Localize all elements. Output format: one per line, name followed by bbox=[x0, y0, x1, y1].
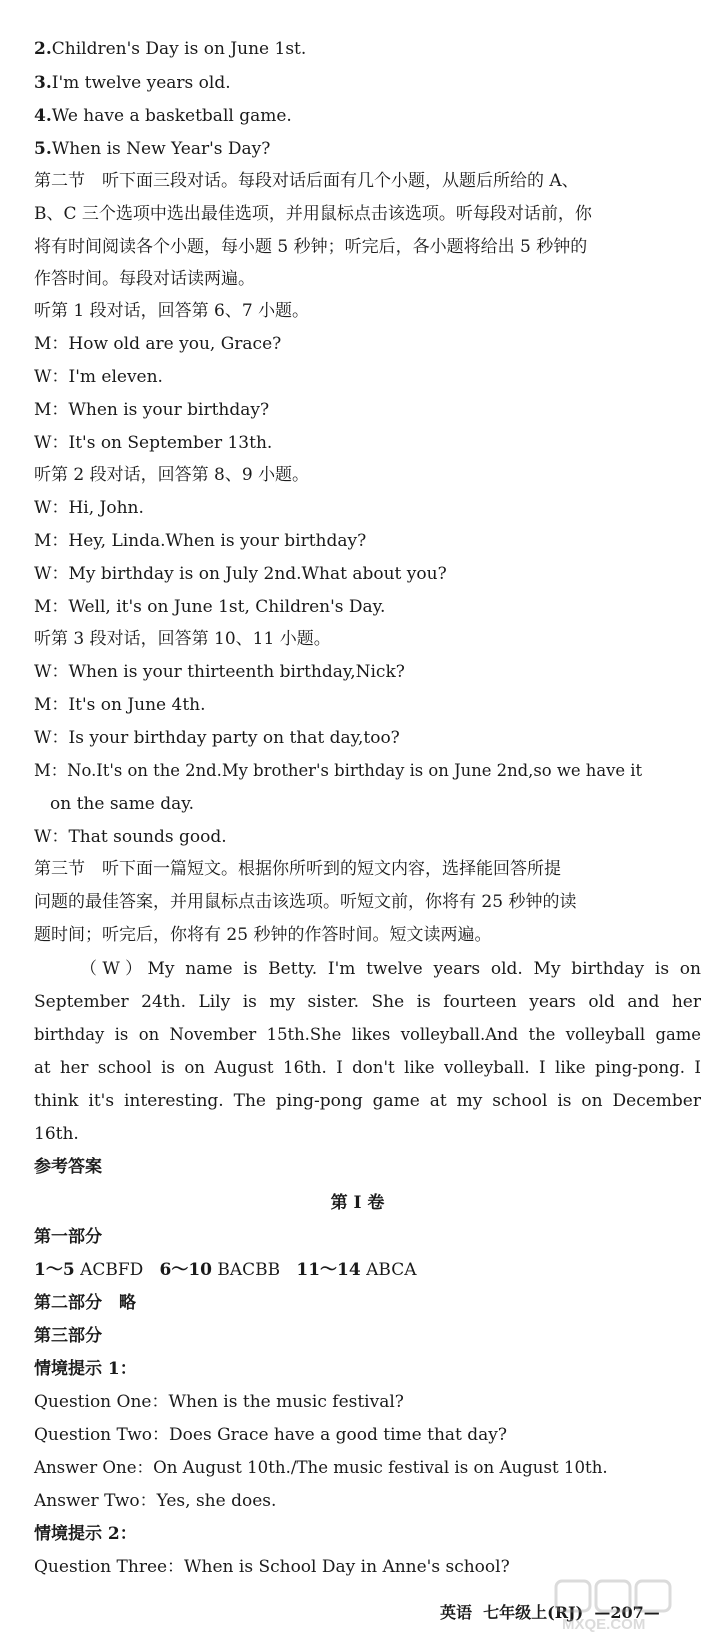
answer-line: Question Three：When is School Day in Anne's school? bbox=[34, 1557, 510, 1577]
watermark-text: MXQE.COM bbox=[562, 1616, 646, 1633]
section2-instruction-1: 第二节 听下面三段对话。每段对话后面有几个小题，从题后所给的 A、 bbox=[34, 171, 579, 191]
dialogue2-line: W：Hi, John. bbox=[34, 498, 144, 518]
dialogue3-line: W：That sounds good. bbox=[34, 827, 227, 847]
section2-instruction-2: B、C 三个选项中选出最佳选项，并用鼠标点击该选项。听每段对话前，你 bbox=[34, 204, 592, 224]
dialogue2-heading: 听第 2 段对话，回答第 8、9 小题。 bbox=[34, 465, 310, 485]
watermark-logo bbox=[552, 1575, 702, 1633]
section2-instruction-3: 将有时间阅读各个小题，每小题 5 秒钟；听完后，各小题将给出 5 秒钟的 bbox=[34, 237, 588, 257]
section2-instruction-4: 作答时间。每段对话读两遍。 bbox=[34, 269, 255, 289]
part1-heading: 第一部分 bbox=[34, 1227, 102, 1247]
passage-line: birthday is on November 15th.She likes volleyball.And the volleyball game bbox=[34, 1025, 701, 1044]
dialogue3-line-continued: on the same day. bbox=[50, 794, 195, 814]
footer-grade: 七年级上(RJ) bbox=[483, 1603, 584, 1622]
passage-line: 16th. bbox=[34, 1124, 79, 1144]
dialogue1-line: W：I'm eleven. bbox=[34, 367, 163, 387]
dialogue3-line: W：When is your thirteenth birthday,Nick? bbox=[34, 662, 405, 682]
dialogue3-heading: 听第 3 段对话，回答第 10、11 小题。 bbox=[34, 629, 331, 649]
answer-line: Answer One：On August 10th./The music festival is on August 10th. bbox=[34, 1458, 608, 1477]
dialogue1-line: M：How old are you, Grace? bbox=[34, 334, 282, 354]
section3-instruction-2: 问题的最佳答案，并用鼠标点击该选项。听短文前，你将有 25 秒钟的读 bbox=[34, 892, 577, 912]
dialogue3-line: M：No.It's on the 2nd.My brother's birthday is on June 2nd,so we have it bbox=[34, 761, 643, 780]
dialogue1-line: M：When is your birthday? bbox=[34, 400, 270, 420]
dialogue1-line: W：It's on September 13th. bbox=[34, 433, 273, 453]
footer-page-number: —207— bbox=[594, 1603, 660, 1622]
answer-line: Answer Two：Yes, she does. bbox=[34, 1491, 277, 1511]
dialogue2-line: M：Hey, Linda.When is your birthday? bbox=[34, 531, 367, 551]
footer-subject: 英语 bbox=[440, 1603, 473, 1622]
passage-line: （W）My name is Betty. I'm twelve years old. My birthday is on bbox=[80, 959, 701, 979]
part1-answers: 1～5 ACBFD 6～10 BACBB 11～14 ABCA bbox=[34, 1260, 417, 1280]
listening-sentence-3: 3.I'm twelve years old. bbox=[34, 73, 231, 93]
listening-sentence-4: 4.We have a basketball game. bbox=[34, 106, 292, 126]
passage-line: September 24th. Lily is my sister. She is fourteen years old and her bbox=[34, 992, 701, 1012]
answer-line: Question One：When is the music festival? bbox=[34, 1392, 404, 1412]
context-hint-1: 情境提示 1： bbox=[34, 1359, 137, 1379]
passage-line: think it's interesting. The ping-pong game at my school is on December bbox=[34, 1091, 701, 1111]
passage-line: at her school is on August 16th. I don't like volleyball. I like ping-pong. I bbox=[34, 1058, 701, 1077]
volume-heading: 第 I 卷 bbox=[330, 1193, 385, 1213]
section3-instruction-1: 第三节 听下面一篇短文。根据你所听到的短文内容，选择能回答所提 bbox=[34, 859, 561, 879]
dialogue2-line: W：My birthday is on July 2nd.What about you? bbox=[34, 564, 447, 584]
listening-sentence-2: 2.Children's Day is on June 1st. bbox=[34, 39, 307, 59]
part3-heading: 第三部分 bbox=[34, 1326, 102, 1346]
dialogue1-heading: 听第 1 段对话，回答第 6、7 小题。 bbox=[34, 301, 310, 321]
dialogue3-line: W：Is your birthday party on that day,too? bbox=[34, 728, 400, 748]
reference-answers-heading: 参考答案 bbox=[34, 1157, 102, 1177]
dialogue3-line: M：It's on June 4th. bbox=[34, 695, 206, 715]
part2-heading: 第二部分 略 bbox=[34, 1293, 136, 1313]
dialogue2-line: M：Well, it's on June 1st, Children's Day. bbox=[34, 597, 386, 617]
listening-sentence-5: 5.When is New Year's Day? bbox=[34, 139, 271, 159]
context-hint-2: 情境提示 2： bbox=[34, 1524, 137, 1544]
answer-line: Question Two：Does Grace have a good time that day? bbox=[34, 1425, 507, 1445]
section3-instruction-3: 题时间；听完后，你将有 25 秒钟的作答时间。短文读两遍。 bbox=[34, 925, 492, 945]
